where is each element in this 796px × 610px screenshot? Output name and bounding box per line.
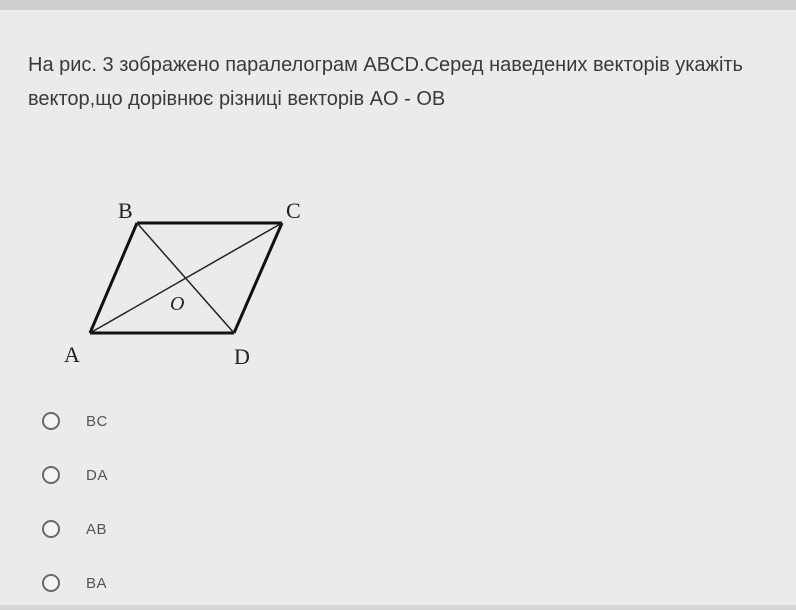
parallelogram-figure	[58, 190, 318, 370]
option-ab[interactable]	[42, 502, 108, 556]
edge-ab	[90, 223, 137, 333]
radio-button[interactable]	[42, 574, 60, 592]
option-label: BA	[86, 574, 108, 592]
radio-button[interactable]	[42, 466, 60, 484]
option-label: DA	[86, 466, 108, 484]
vertex-label-c: C	[286, 198, 301, 223]
diagonal-bd	[137, 223, 234, 333]
center-label-o: O	[170, 293, 185, 315]
answer-options	[42, 394, 108, 610]
top-strip	[0, 0, 796, 10]
radio-button[interactable]	[42, 520, 60, 538]
vertex-label-d: D	[234, 344, 250, 369]
parallelogram-diagram	[58, 190, 318, 370]
question-text: На рис. 3 зображено паралелограм ABCD.Серед наведених векторів укажіть вектор,що дорівнює різниці векторів AO - OB	[28, 54, 743, 110]
vertex-label-b: B	[118, 198, 133, 223]
option-bc[interactable]	[42, 394, 108, 448]
option-label: AB	[86, 520, 108, 538]
vertex-label-a: A	[64, 342, 80, 367]
option-da[interactable]	[42, 448, 108, 502]
radio-button[interactable]	[42, 412, 60, 430]
question-card	[0, 10, 796, 605]
option-label: BC	[86, 412, 108, 430]
edge-cd	[234, 223, 282, 333]
option-ba[interactable]	[42, 556, 108, 610]
